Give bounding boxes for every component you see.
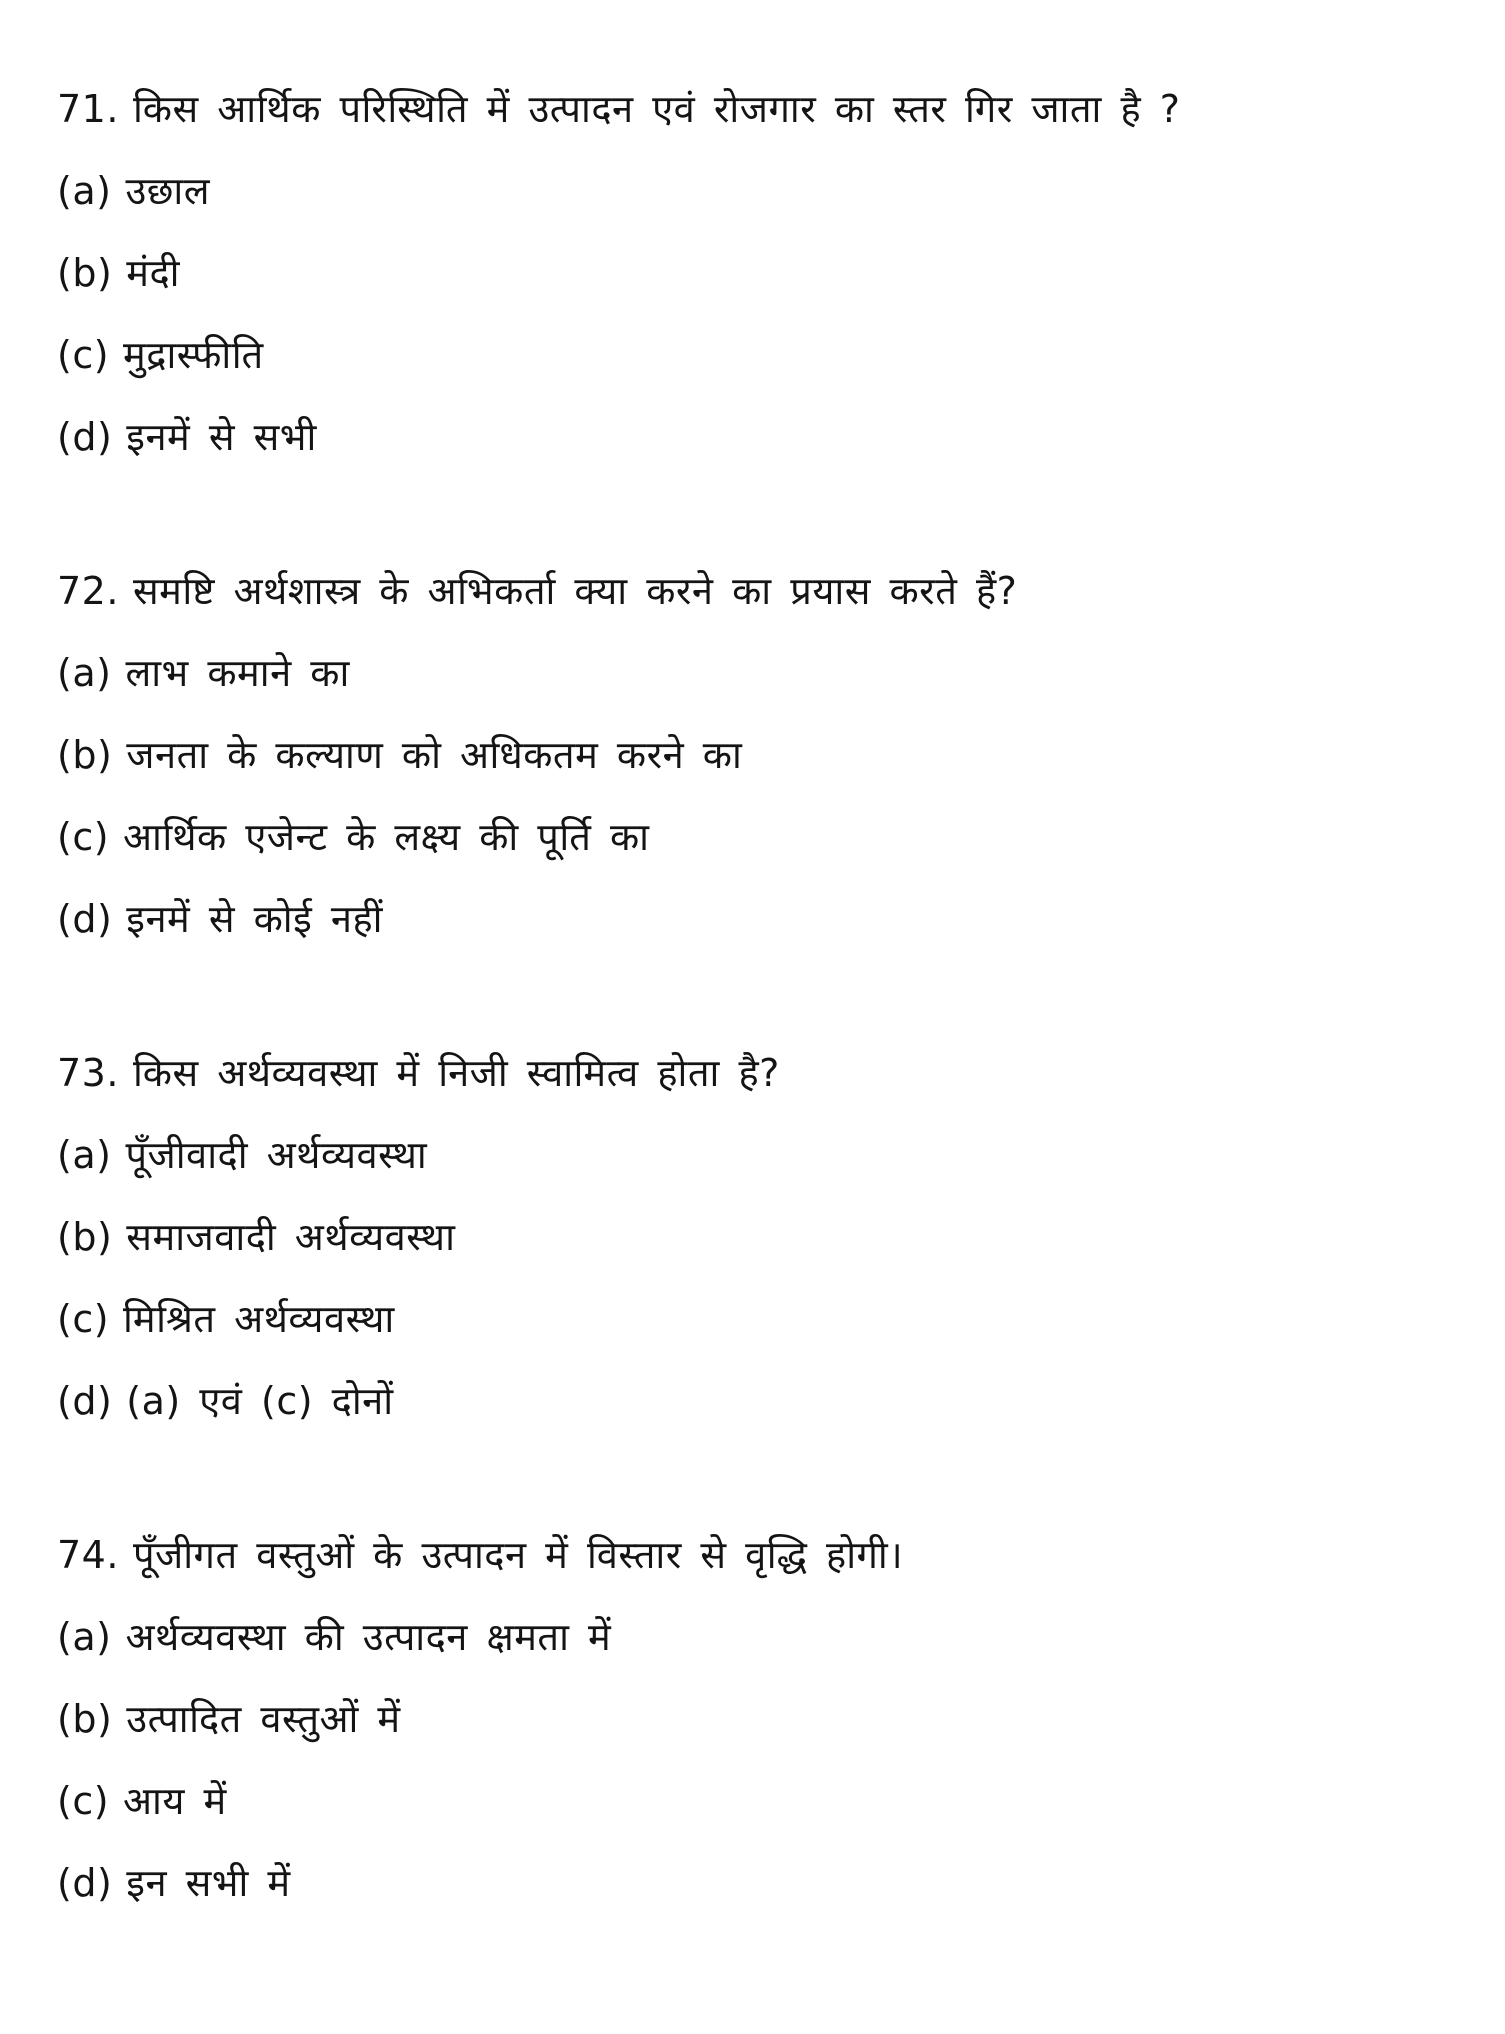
question-number: 74. (57, 1533, 119, 1577)
option-letter: (c) (57, 333, 110, 377)
option-letter: (d) (57, 415, 113, 459)
option-text: इन सभी में (126, 1861, 291, 1905)
question-text: किस आर्थिक परिस्थिति में उत्पादन एवं रोजगार का स्तर गिर जाता है ? (132, 87, 1181, 131)
option-c (57, 796, 1477, 878)
option-c (57, 1278, 1477, 1360)
question-text: समष्टि अर्थशास्त्र के अभिकर्ता क्या करने का प्रयास करते हैं? (132, 569, 1018, 613)
option-b (57, 1678, 1477, 1760)
option-a (57, 150, 1477, 232)
option-text: अर्थव्यवस्था की उत्पादन क्षमता में (125, 1615, 612, 1659)
option-letter: (c) (57, 815, 110, 859)
question-line (57, 1514, 1477, 1596)
option-letter: (b) (57, 251, 113, 295)
option-letter: (a) (57, 651, 112, 695)
option-text: मिश्रित अर्थव्यवस्था (123, 1297, 395, 1341)
question-72 (57, 550, 1477, 960)
option-letter: (b) (57, 1697, 113, 1741)
option-a (57, 1114, 1477, 1196)
question-number: 71. (57, 87, 119, 131)
question-73 (57, 1032, 1477, 1442)
option-d (57, 396, 1477, 478)
question-71 (57, 68, 1477, 478)
option-d (57, 1360, 1477, 1442)
question-text: पूँजीगत वस्तुओं के उत्पादन में विस्तार से वृद्धि होगी। (132, 1533, 904, 1577)
option-text: मंदी (126, 251, 181, 295)
question-line (57, 550, 1477, 632)
option-letter: (d) (57, 897, 113, 941)
option-letter: (b) (57, 1215, 113, 1259)
option-text: उत्पादित वस्तुओं में (126, 1697, 401, 1741)
option-text: लाभ कमाने का (125, 651, 350, 695)
option-text: इनमें से कोई नहीं (126, 897, 383, 941)
option-letter: (d) (57, 1861, 113, 1905)
option-c (57, 1760, 1477, 1842)
option-b (57, 714, 1477, 796)
option-text: उछाल (125, 169, 211, 213)
option-text: पूँजीवादी अर्थव्यवस्था (125, 1133, 428, 1177)
option-text: आय में (123, 1779, 227, 1823)
question-line (57, 1032, 1477, 1114)
option-letter: (a) (57, 169, 112, 213)
question-line (57, 68, 1477, 150)
option-d (57, 1842, 1477, 1924)
question-number: 73. (57, 1051, 119, 1095)
option-b (57, 232, 1477, 314)
option-text: (a) एवं (c) दोनों (126, 1379, 394, 1423)
option-c (57, 314, 1477, 396)
option-text: जनता के कल्याण को अधिकतम करने का (126, 733, 743, 777)
option-b (57, 1196, 1477, 1278)
question-number: 72. (57, 569, 119, 613)
option-letter: (c) (57, 1297, 110, 1341)
option-letter: (a) (57, 1615, 112, 1659)
option-text: इनमें से सभी (126, 415, 317, 459)
option-a (57, 1596, 1477, 1678)
option-text: मुद्रास्फीति (123, 333, 264, 377)
option-letter: (d) (57, 1379, 113, 1423)
question-sheet (57, 68, 1477, 1996)
option-text: आर्थिक एजेन्ट के लक्ष्य की पूर्ति का (123, 815, 650, 859)
option-letter: (b) (57, 733, 113, 777)
option-text: समाजवादी अर्थव्यवस्था (126, 1215, 456, 1259)
option-a (57, 632, 1477, 714)
option-d (57, 878, 1477, 960)
option-letter: (a) (57, 1133, 112, 1177)
option-letter: (c) (57, 1779, 110, 1823)
question-74 (57, 1514, 1477, 1924)
question-text: किस अर्थव्यवस्था में निजी स्वामित्व होता है? (132, 1051, 780, 1095)
